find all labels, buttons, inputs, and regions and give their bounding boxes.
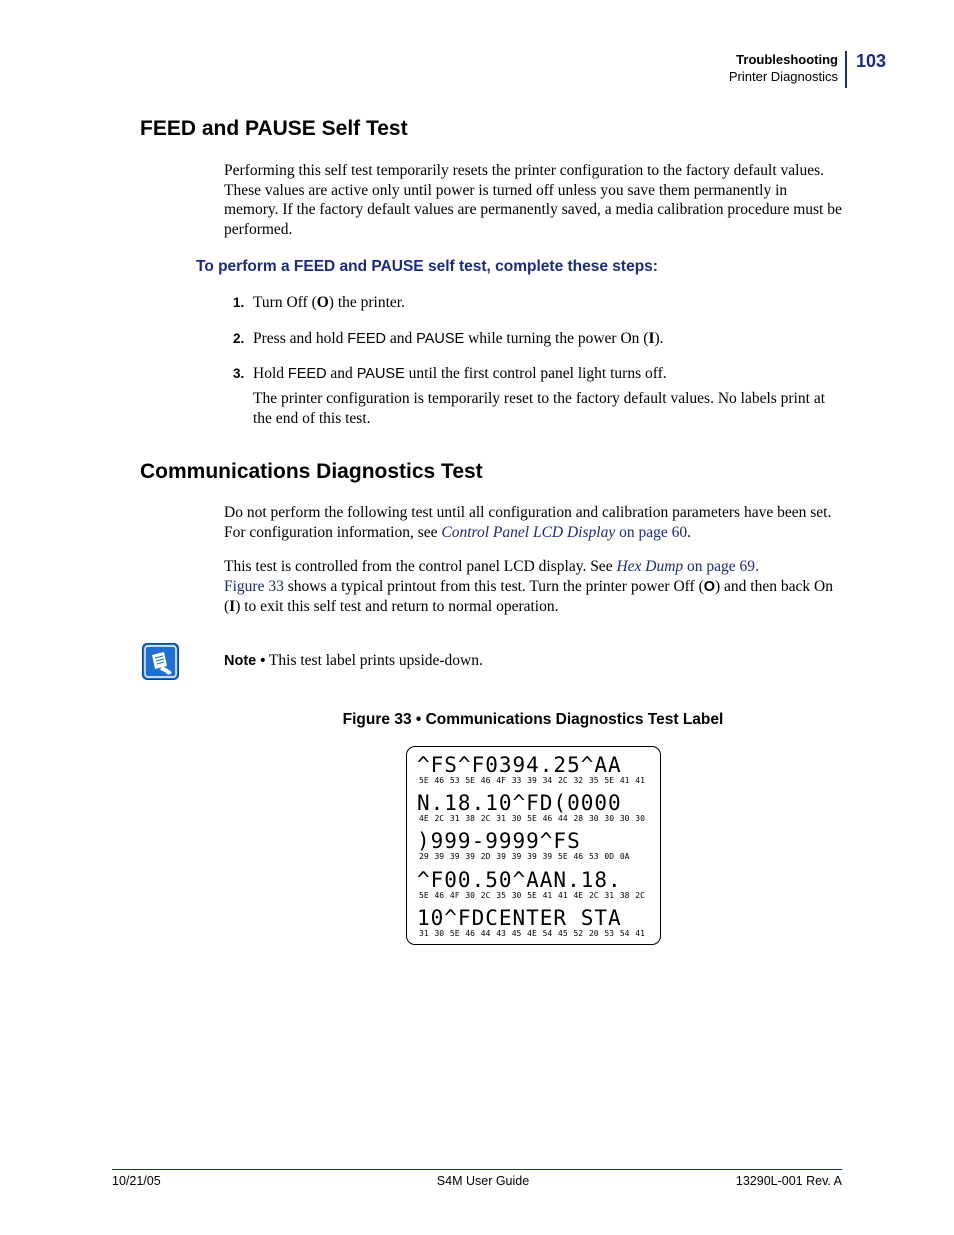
pause-key: PAUSE xyxy=(416,331,465,347)
note-hand-icon-graphic xyxy=(143,644,178,679)
step-number: 1. xyxy=(233,295,245,310)
feed-pause-heading: FEED and PAUSE Self Test xyxy=(140,117,408,140)
step-text: and xyxy=(326,365,357,382)
step-3-result xyxy=(253,389,845,428)
feed-key: FEED xyxy=(347,331,386,347)
figure-caption: Figure 33 • Communications Diagnostics Test Label xyxy=(342,711,724,728)
link-page[interactable]: on page 60 xyxy=(615,523,688,541)
feed-pause-intro-text: Performing this self test temporarily resets the printer configuration to the factory default values. These values are active only until power is turned off unless you save them permanently in memory. If the factory default values are permanently saved, a media calibration procedure must be performed. xyxy=(224,162,842,239)
on-key: I xyxy=(648,330,655,347)
step-text: Hold xyxy=(253,365,288,382)
step-text: Press and hold xyxy=(253,330,348,347)
test-label-figure xyxy=(406,746,661,945)
comm-diag-para-1 xyxy=(224,503,844,542)
step-text: ) the printer. xyxy=(328,294,405,311)
label-row-text: ^F00.50^AAN.18. xyxy=(417,868,622,892)
step-text: until the first control panel light turns off. xyxy=(404,365,667,382)
label-row-hex: 29 39 39 39 2D 39 39 39 39 5E 46 53 0D 0A xyxy=(419,852,630,861)
para-text: ) to exit this self test and return to normal operation. xyxy=(235,598,559,616)
note-hand-icon xyxy=(142,643,179,680)
running-header-subsection: Printer Diagnostics xyxy=(728,69,838,84)
para-text: shows a typical printout from this test. Turn the printer power Off ( xyxy=(283,577,704,595)
step-text: Turn Off ( xyxy=(253,294,317,311)
hex-dump-link[interactable] xyxy=(616,558,755,575)
off-key: O xyxy=(703,578,716,595)
label-row-text: N.18.10^FD(0000 xyxy=(417,791,622,815)
step-2 xyxy=(233,329,843,350)
step-text: and xyxy=(385,330,417,347)
para-text: Do not perform the following test until all configuration and calibration parameters have been set. For configuration information, see xyxy=(224,504,832,541)
link-page[interactable]: on page 69 xyxy=(683,558,756,575)
link-title[interactable]: Control Panel LCD Display xyxy=(441,523,616,541)
running-header-section: Troubleshooting xyxy=(736,52,838,67)
step-3 xyxy=(233,364,843,385)
step-text: ). xyxy=(654,330,664,347)
control-panel-lcd-link[interactable] xyxy=(441,524,687,541)
para-text: . xyxy=(687,523,691,541)
footer-rule xyxy=(112,1169,842,1170)
footer-title: S4M User Guide xyxy=(436,1174,530,1188)
label-row-hex: 5E 46 53 5E 46 4F 33 39 34 2C 32 35 5E 41 41 xyxy=(419,776,645,785)
para-text: This test is controlled from the control panel LCD display. See xyxy=(224,558,617,575)
label-row-text: 10^FDCENTER STA xyxy=(417,906,622,930)
on-key: I xyxy=(229,598,236,616)
label-row-text: )999-9999^FS xyxy=(417,829,581,853)
note-text: This test label prints upside-down. xyxy=(265,652,483,669)
off-key: O xyxy=(316,294,329,311)
para-text: ) and then back On ( xyxy=(224,577,833,616)
step-number: 2. xyxy=(233,331,245,346)
comm-diag-heading: Communications Diagnostics Test xyxy=(140,460,483,483)
pause-key: PAUSE xyxy=(356,366,405,382)
feed-key: FEED xyxy=(287,366,327,382)
note-label: Note • xyxy=(224,653,266,669)
step-3-result-text: The printer configuration is temporarily reset to the factory default values. No labels print at the end of this test. xyxy=(253,390,826,427)
para-text: . xyxy=(755,558,759,575)
comm-diag-para-2 xyxy=(224,557,844,617)
link-title[interactable]: Hex Dump xyxy=(616,558,684,575)
figure-33-link[interactable]: Figure 33 xyxy=(224,577,284,595)
step-1 xyxy=(233,293,843,313)
note xyxy=(224,651,824,672)
feed-pause-intro xyxy=(224,161,844,240)
header-divider xyxy=(845,51,847,88)
label-row-hex: 31 30 5E 46 44 43 45 4E 54 45 52 20 53 54 41 xyxy=(419,929,645,938)
procedure-heading: To perform a FEED and PAUSE self test, complete these steps: xyxy=(196,258,658,275)
label-row-text: ^FS^F0394.25^AA xyxy=(417,753,622,777)
step-text: while turning the power On ( xyxy=(464,330,649,347)
footer-date: 10/21/05 xyxy=(112,1174,161,1188)
label-row-hex: 4E 2C 31 38 2C 31 30 5E 46 44 28 30 30 30 30 xyxy=(419,814,645,823)
label-row-hex: 5E 46 4F 30 2C 35 30 5E 41 41 4E 2C 31 38 2C xyxy=(419,891,645,900)
footer-doc-id: 13290L-001 Rev. A xyxy=(735,1174,842,1188)
step-number: 3. xyxy=(233,366,245,381)
page-number: 103 xyxy=(856,51,887,71)
